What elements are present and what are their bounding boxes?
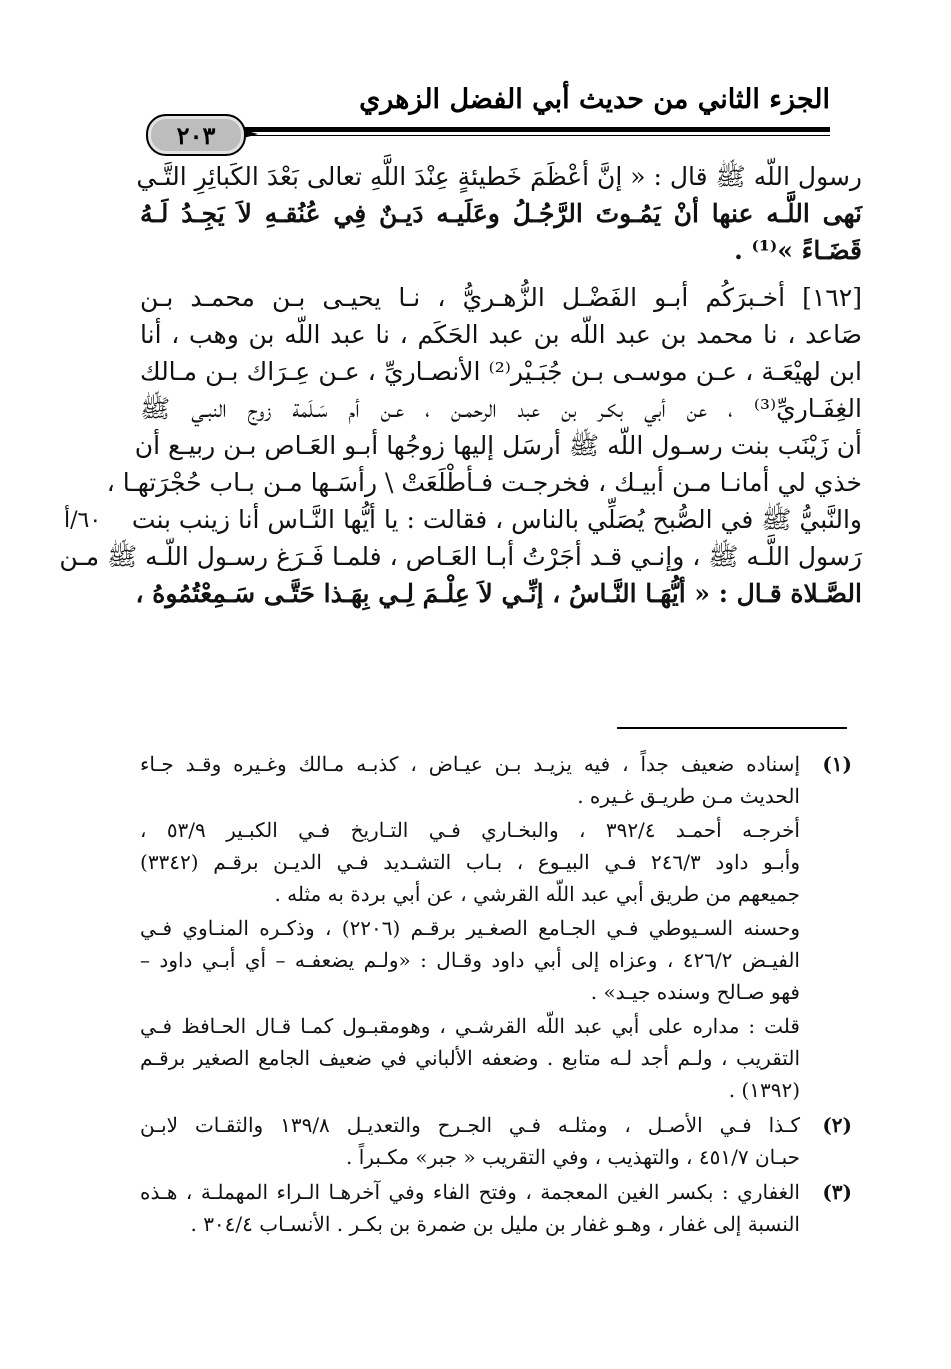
footnote-line: وحسنه السـيوطي فـي الجـامع الصغـير برقـم (٢٢٠٦) ، وذكـره المنـاوي فـي <box>140 916 800 940</box>
body-line: الغِفَـاريِّ⁽³⁾ ، عن أبي بكـر بن عبد الرحمـن ، عـن أم سَـلَمة زوج النبـي ﷺ <box>140 394 862 423</box>
body-line: قَضَـاءً »⁽¹⁾ . <box>734 236 862 265</box>
page-number-text: ٢٠٣ <box>176 120 216 150</box>
footnote-line: قلت : مداره على أبي عبد اللّه القرشـي ، وهومقبـول كمـا قـال الحـافظ فـي <box>140 1014 800 1038</box>
footnote-line: وأبـو داود ٢٤٦/٣ فـي البيـوع ، بـاب التشـديد فـي الديـن برقـم (٣٣٤٢) <box>140 850 800 874</box>
footnote-line: (١٣٩٢) . <box>728 1078 800 1102</box>
footnote-line: الغفاري : بكسر الغين المعجمة ، وفتح الفاء وفي آخرهـا الـراء المهملـة ، هـذه <box>140 1180 800 1204</box>
footnote-line: النسبة إلى غفار ، وهـو غفار بن مليل بن ضمرة بن بكـر . الأنسـاب ٣٠٤/٤ . <box>190 1212 800 1236</box>
header-rule <box>230 127 830 132</box>
page-number <box>146 114 246 156</box>
footnote-number: (٢) <box>822 1113 852 1137</box>
footnote-line: كـذا فـي الأصـل ، ومثلـه فـي الجـرح والتعديـل ١٣٩/٨ والثقـات لابـن <box>140 1113 801 1137</box>
footnote-line: حبـان ٤٥١/٧ ، والتهذيب ، وفي التقريب « جبر» مكـبراً . <box>346 1145 800 1169</box>
footnote-2 <box>140 1109 852 1173</box>
footnote-1 <box>140 748 852 1106</box>
body-line: ابن لهيْعَـة ، عـن موسـى بـن جُبَـيْر⁽²⁾ الأنصـاريِّ ، عـن عِـرَاك بـن مـالك <box>140 357 862 386</box>
body-line: صَاعد ، نا محمد بن عبد اللّه بن عبد الحَكَم ، نا عبد اللّه بن وهب ، أنا <box>140 320 862 349</box>
footnote-line: الفيـض ٤٢٦/٢ ، وعزاه إلى أبي داود وقـال : «ولـم يضعفـه – أي أبـي داود – <box>140 948 800 972</box>
footnote-separator <box>617 727 847 729</box>
footnotes <box>140 748 852 1240</box>
body-line: [١٦٢] أخـبرَكُم أبـو الفَضْـل الزُّهـريُّ ، نـا يحيـى بـن محمـد بـن <box>140 283 862 312</box>
header-title: الجزء الثاني من حديث أبي الفضل الزهري <box>359 84 830 115</box>
body-line: رسول اللّه ﷺ قال : « إنَّ أعْظَمَ خَطيئةٍ عِنْدَ اللَّهِ تعالى بَعْدَ الكَبائِرِ التَّـي <box>136 162 862 191</box>
running-header <box>140 82 830 152</box>
body-line: والنَّبيُّ ﷺ في الصُّبح يُصَلِّي بالناس ، فقالت : يا أيُّها النَّـاس أنا زينب بنت <box>131 505 862 534</box>
body-line: نَهى اللَّـه عنها أنْ يَمُـوتَ الرَّجُـلُ وعَلَيـه دَيـنٌ فِي عُنُقـهِ لاَ يَجِـدُ لَـهُ <box>140 199 862 228</box>
footnote-line: الحديث مـن طريـق غـيره . <box>577 784 800 808</box>
header-rule-thin <box>230 135 830 136</box>
body-line: خذي لي أمانـا مـن أبيـك ، فخرجـت فـأطْلَعَتْ \ رأسَـها مـن بـاب حُجْرَتهـا ، <box>106 468 862 497</box>
footnote-line: جميعهم من طريق أبي عبد اللّه القرشي ، عن أبي بردة به مثله . <box>274 882 800 906</box>
footnote-number: (١) <box>822 752 852 776</box>
footnote-number: (٣) <box>822 1180 852 1204</box>
footnote-3 <box>140 1176 852 1240</box>
footnote-line: التقريب ، ولـم أجد لـه متابع . وضعفه الألباني في ضعيف الجامع الصغير برقـم <box>140 1046 800 1070</box>
footnote-line: فهو صـالح وسنده جيـد» . <box>590 980 800 1004</box>
body-line: رَسول اللَّـه ﷺ ، وإنـي قـد أجَرْتُ أبـا العَـاص ، فلمـا فَـرَغ رسـول اللّـه ﷺ مـن <box>59 542 862 571</box>
body-line: الصَّـلاة قـال : « أيُّهَـا النَّـاسُ ، إنِّـي لاَ عِلْـمَ لِـي بِهَـذا حَتَّـى سَـمِعْتُمُوهُ ، <box>135 579 862 608</box>
footnote-line: أخرجـه أحمـد ٣٩٢/٤ ، والبخـاري فـي التـاريخ فـي الكبـير ٥٣/٩ ، <box>140 818 800 842</box>
footnote-line: إسناده ضعيف جداً ، فيه يزيـد بـن عيـاض ، كذبـه مـالك وغـيره وقـد جـاء <box>140 752 800 776</box>
body-line: أن زَيْنَب بنت رسـول اللّه ﷺ أرسَل إليها زوجُها أبـو العَـاص بـن ربيـع أن <box>134 431 862 460</box>
margin-folio-note: ٦٠/أ <box>64 508 102 533</box>
